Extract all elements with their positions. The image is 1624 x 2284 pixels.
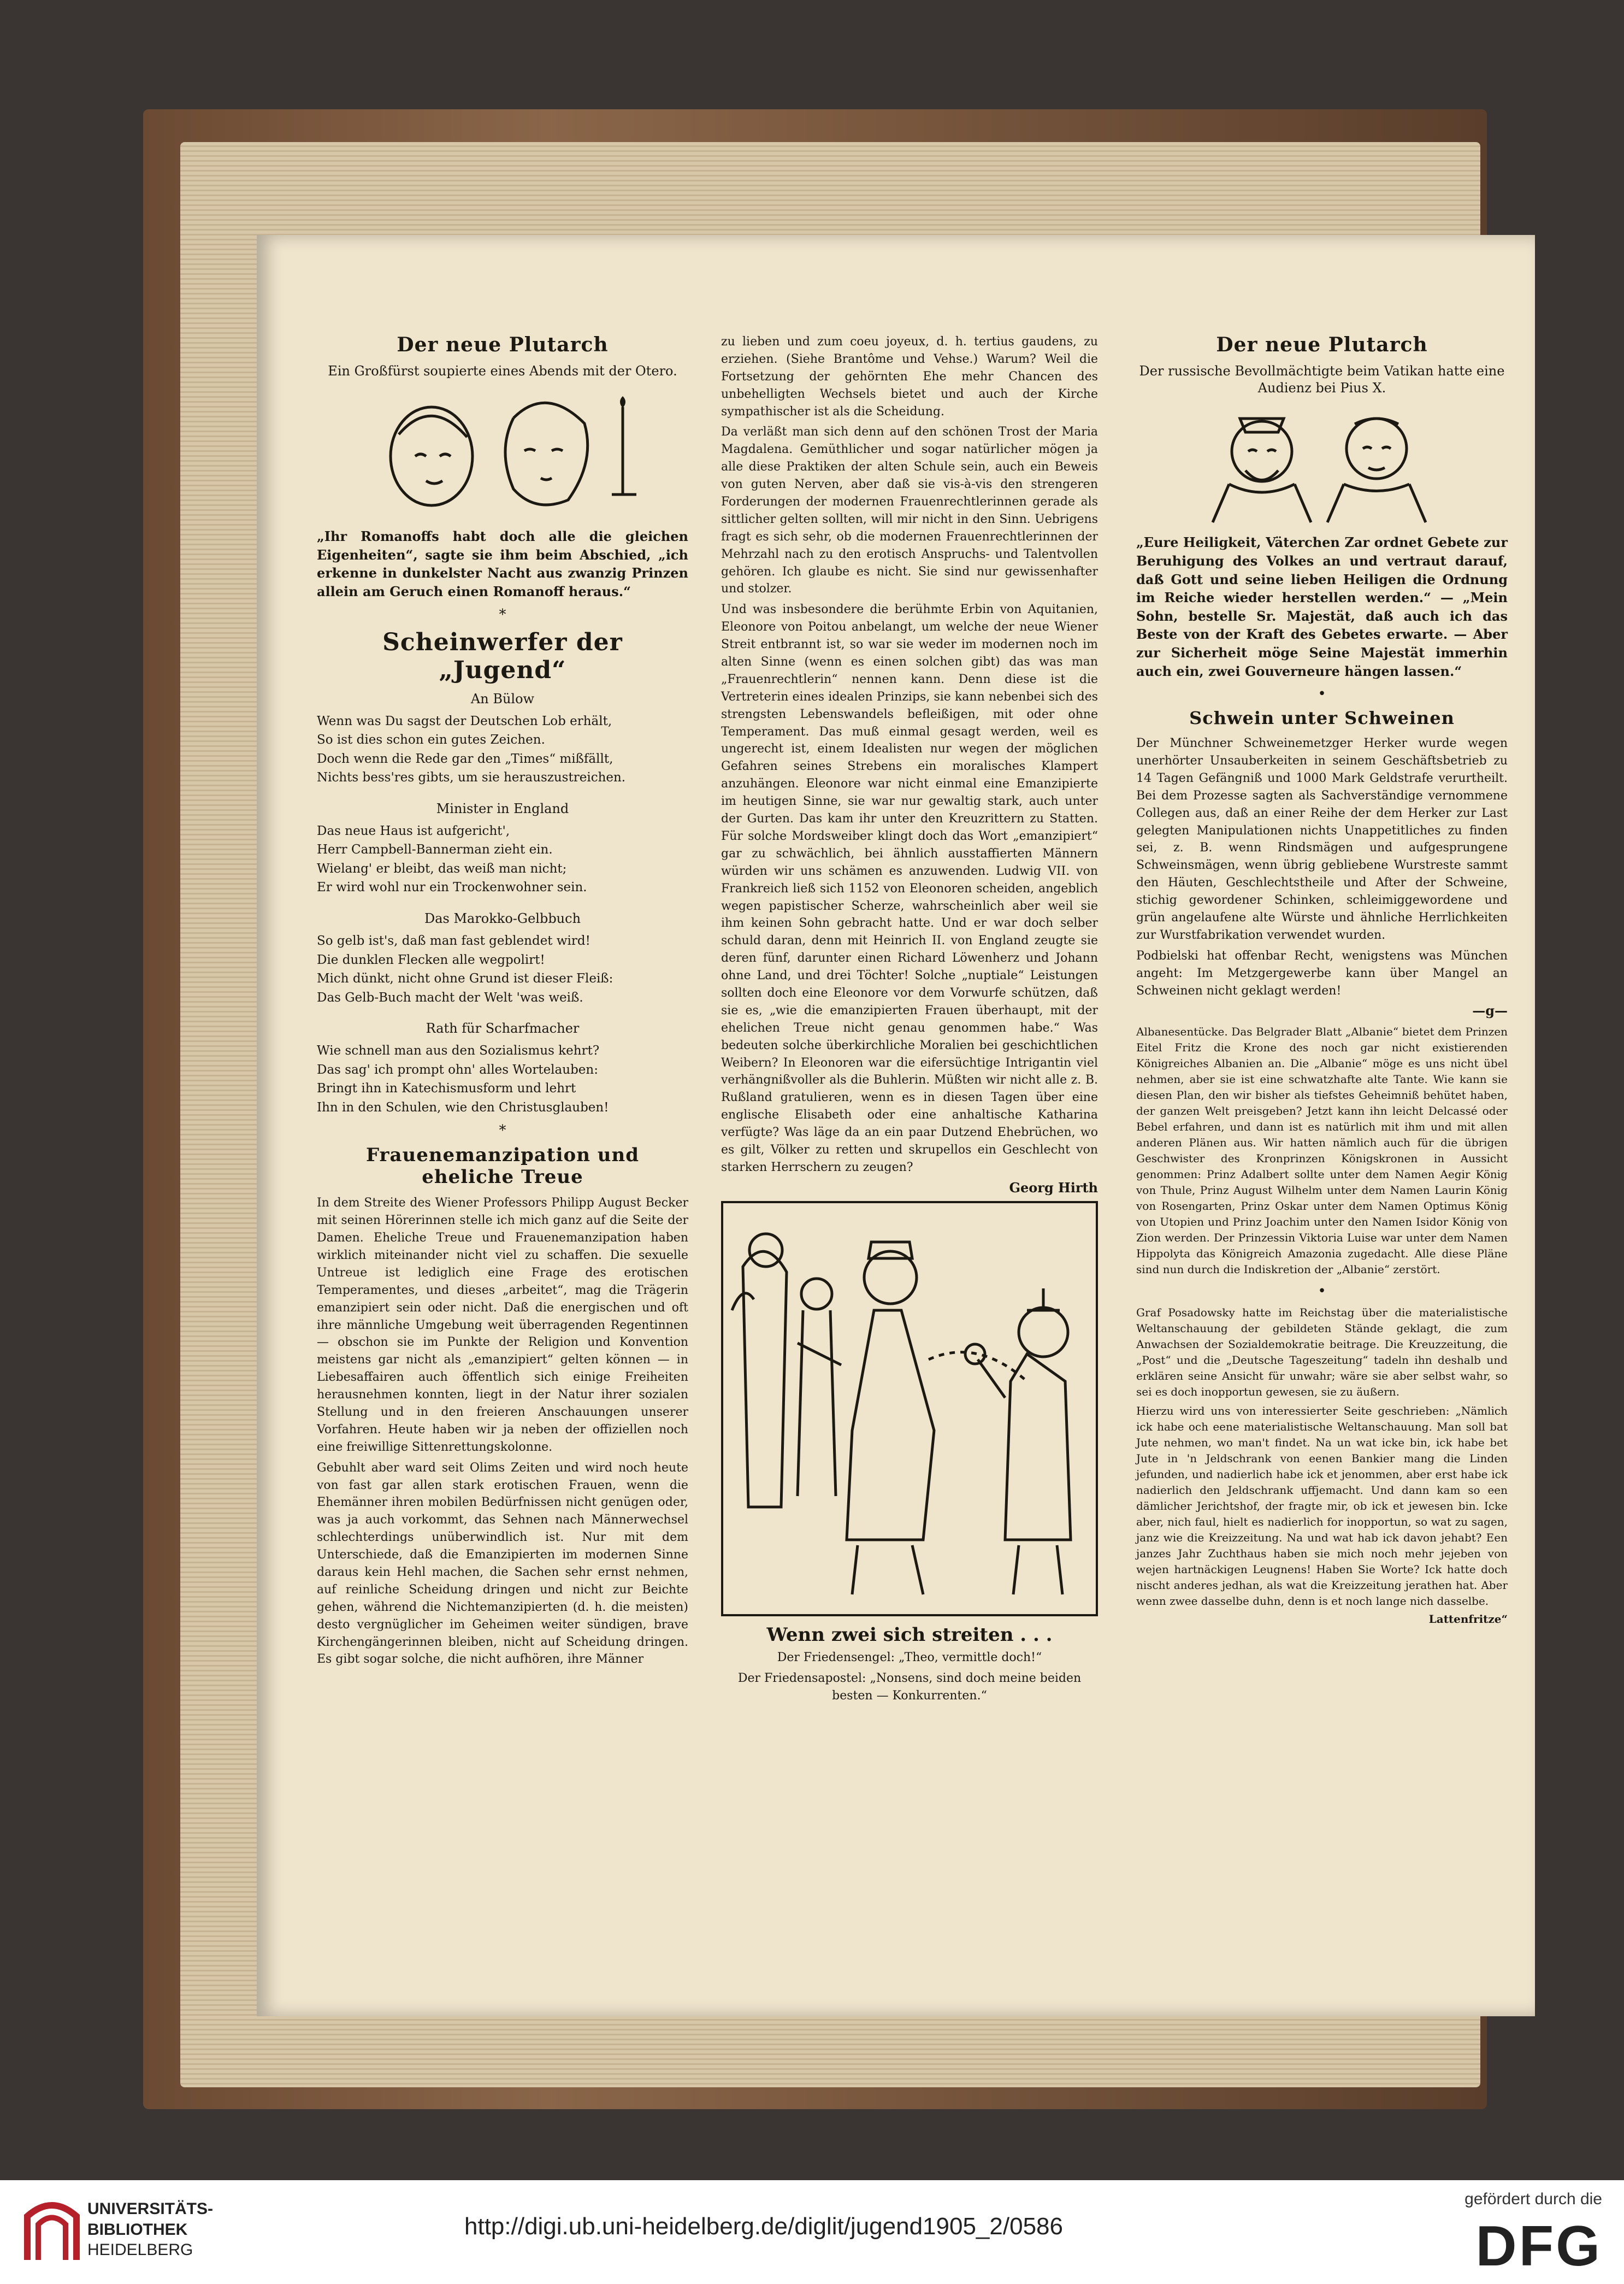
source-url[interactable]: http://digi.ub.uni-heidelberg.de/diglit/jugend1905_2/0586 [464, 2213, 1063, 2240]
wenn-zwei-sich-streiten-cartoon [721, 1201, 1098, 1616]
signature-georg-hirth: Georg Hirth [1009, 1179, 1098, 1196]
university-library-logo-icon [22, 2194, 82, 2265]
verse-line: Nichts bess'res gibts, um sie herauszustreichen. [317, 770, 626, 785]
library-name [87, 2199, 213, 2261]
funded-by-label: gefördert durch die [1464, 2190, 1602, 2208]
plutarch-quote-left: „Ihr Romanoffs habt doch alle die gleichen Eigenheiten“, sagte sie ihm beim Abschied, „ich erkenne in dunkelster Nacht aus zwanzig Prinzen allein am Geruch einen Romanoff heraus.“ [317, 528, 688, 599]
plutarch-intro-left: Ein Großfürst soupierte eines Abends mit der Otero. [328, 363, 677, 379]
dfg-logo: DFG [1475, 2215, 1602, 2278]
verse-line: Wie schnell man aus den Sozialismus kehrt? [317, 1044, 600, 1058]
article-paragraph: Da verläßt man sich denn auf den schönen Trost der Maria Magdalena. Gemüthlicher und sogar natürlicher mögen ja alle diese Praktiken der alten Schule sein, auch ein Beweis von guten Nerven, aber daß sie vis-à-vis den strengeren Forderungen der modernen Frauenrechtlerinnen gerade als sittlicher gelten sollten, will mir nicht in den Sinn. Uebrigens fragt es sich sehr, ob die modernen Frauenrechtlerinnen der Mehrzahl nach zu den erotisch Anspruchs- und Talentvollen gehören. Ich glaube es nicht. Sie sind nur gewissenhafter und stolzer. [721, 425, 1098, 596]
rath-heading: Rath für Scharfmacher [426, 1021, 580, 1037]
posadowsky-paragraph: Hierzu wird uns von interessierter Seite geschrieben: „Nämlich ick habe och eene materialistische Weltanschauung. Man soll bat Jute nehmen, wo man't findet. Na un wat icke bin, ick habe bet Jute in 'n Jeldschrank von eenen Bankier mang die Linden jefunden, und nadierlich habe ick et jenommen, aber erst habe ick nadierlich den Jeldschrank uffjemacht. Und dann kam so een dämlicher Jerichtshof, der fragte mir, ob ick et jewesen bin. Icke aber, nich faul, hielt es nadierlich for inopportun, so wat zu sagen, janz wie die Kreizzeitung. Na und wat hab ick davon jehabt? Een janzes Jahr Zuchthaus haben sie mich noch mehr jejeben von wejen hartnäckigen Leugnens! Haben Sie Worte? Ick hatte doch nischt anderes jedhan, als wat die Kreizzeitung jerathen hat. Aber wenn zwee dasselbe duhn, denn is et noch lange nich dasselbe. [1136, 1404, 1508, 1608]
verse-line: Herr Campbell-Bannerman zieht ein. [317, 843, 553, 857]
plutarch-title-right: Der neue Plutarch [1216, 333, 1428, 356]
lattenfritze-signature: Lattenfritze“ [1428, 1612, 1508, 1626]
schwein-paragraph: Der Münchner Schweinemetzger Herker wurde wegen unerhörter Unsauberkeiten in seinem Geschäftsbetrieb zu 14 Tagen Gefängniß und 1000 Mark Geldstrafe verurtheilt. Bei dem Prozesse sagten als Sachverständige vernommene Collegen aus, daß an einer Reihe der dem Herker zur Last gelegten Manipulationen nichts Unappetitliches zu finden sei, z. B. wenn Rindsmägen und aufgesprungene Schweinsmägen, wenn übrig gebliebene Wurstreste sammt den Häuten, Geschlechtstheile und After der Schweine, stichig gewordener Schinken, schleimiggewordene und grün angelaufene alte Würste und ähnliche Herrlichkeiten zur Wurstfabrikation verwendet wurden. [1136, 737, 1508, 942]
magazine-page [257, 235, 1535, 2016]
library-name-line: HEIDELBERG [87, 2241, 193, 2259]
plutarch-title-left: Der neue Plutarch [397, 333, 609, 356]
verse-line: Wielang' er bleibt, das weiß man nicht; [317, 861, 567, 876]
verse-line: Bringt ihn in Katechismusform und lehrt [317, 1081, 576, 1096]
verse-line: Die dunklen Flecken alle wegpolirt! [317, 952, 545, 967]
article-paragraph: zu lieben und zum coeu joyeux, d. h. tertius gaudens, zu erziehen. (Siehe Brantôme und Vehse.) Warum? Weil die Fortsetzung der gehörnten Ehe mehr Chancen des unbehelligten Wechsels bietet und auch der Kirche sympathischer ist als die Scheidung. [721, 335, 1098, 419]
cartoon-caption-1: Der Friedensengel: „Theo, vermittle doch!“ [777, 1650, 1042, 1664]
verse-line: Er wird wohl nur ein Trockenwohner sein. [317, 880, 587, 895]
schwein-paragraph: Podbielski hat offenbar Recht, wenigstens was München angeht: Im Metzgergewerbe kann über Mangel an Schweinen nicht geklagt werden! [1136, 949, 1508, 998]
cartoon-title: Wenn zwei sich streiten . . . [766, 1623, 1053, 1646]
posadowsky-paragraph: Graf Posadowsky hatte im Reichstag über die materialistische Weltanschauung der gebildeten Stände geklagt, die zum Anwachsen der Sozialdemokratie beitrage. Die Kreuzzeitung, die „Post“ und die „Deutsche Tageszeitung“ tadeln ihn deshalb und erklären seine Ansicht für unwahr; wäre sie aber selbst wahr, so sei es doch inopportun gewesen, sie zu äußern. [1136, 1306, 1508, 1399]
column-left [317, 333, 688, 1671]
an-buelow-heading: An Bülow [470, 691, 535, 707]
separator-star: * [499, 606, 506, 623]
schwein-title: Schwein unter Schweinen [1189, 708, 1455, 729]
verse-line: So ist dies schon ein gutes Zeichen. [317, 733, 545, 747]
verse-line: Mich dünkt, nicht ohne Grund ist dieser Fleiß: [317, 972, 613, 986]
pius-audience-illustration [1180, 402, 1464, 528]
verse-line: Wenn was Du sagst der Deutschen Lob erhält, [317, 714, 612, 728]
cartoon-caption-2: Der Friedensapostel: „Nonsens, sind doch meine beiden besten — Konkurrenten.“ [737, 1671, 1082, 1703]
library-name-line: BIBLIOTHEK [87, 2220, 188, 2239]
verse-line: Doch wenn die Rede gar den „Times“ mißfällt, [317, 751, 613, 766]
verse-line: Das sag' ich prompt ohn' alles Wortelauben: [317, 1062, 598, 1077]
library-name-line: UNIVERSITÄTS- [87, 2200, 214, 2218]
verse-line: Ihn in den Schulen, wie den Christusglauben! [317, 1100, 609, 1115]
romanoff-otero-illustration [339, 385, 666, 522]
scheinwerfer-title: Scheinwerfer der „Jugend“ [382, 628, 623, 684]
separator-dot: • [1318, 686, 1326, 703]
verse-line: So gelb ist's, daß man fast geblendet wird! [317, 934, 590, 949]
column-right [1136, 333, 1508, 1631]
column-middle [721, 333, 1098, 1708]
plutarch-intro-right: Der russische Bevollmächtigte beim Vatikan hatte eine Audienz bei Pius X. [1139, 363, 1505, 396]
frauen-paragraph: In dem Streite des Wiener Professors Philipp August Becker mit seinen Hörerinnen stelle ich mich ganz auf die Seite der Damen. Eheliche Treue und Frauenemanzipation haben wirklich miteinander nicht viel zu schaffen. Die sexuelle Untreue ist lediglich eine Frage des erotischen Temperamentes, und dieses „arbeitet“, mag die Trägerin emanzipiert sein oder nicht. Daß die energischen und oft ihre männliche Umgebung weit überragenden Regentinnen — obschon sie im Punkte der Religion und Konvention meistens gar nicht als „emanzipiert“ gelten können — in Liebesaffairen auch öffentlich sich einige Freiheiten herausnehmen konnten, liegt in der Natur ihrer sozialen Stellung und in den freieren Anschauungen unserer Vorfahren. Heute haben wir ja neben der offiziellen noch eine freiwillige Sittenrettungskolonne. [317, 1196, 688, 1454]
separator-dot: • [1318, 1283, 1326, 1300]
plutarch-quote-right: „Eure Heiligkeit, Väterchen Zar ordnet Gebete zur Beruhigung des Volkes an und vertraut darauf, daß Gott und seine lieben Heiligen die Ordnung im Reiche wieder herstellen werden.“ — „Mein Sohn, bestelle Sr. Majestät, daß auch ich das Beste von der Kraft des Gebetes erwarte. — Aber zur Sicherheit möge Seine Majestät immerhin auch ein, zwei Gouverneure hängen lassen.“ [1136, 534, 1508, 679]
digitization-footer [0, 2180, 1624, 2284]
frauenemanzipation-title: Frauenemanzipation und eheliche Treue [365, 1144, 639, 1188]
verse-line: Das neue Haus ist aufgericht', [317, 823, 510, 838]
minister-heading: Minister in England [436, 800, 569, 816]
albanien-paragraph: Albanesentücke. Das Belgrader Blatt „Albanie“ bietet dem Prinzen Eitel Fritz die Krone des noch gar nicht existierenden Königreiches Albanien an. Die „Albanie“ möge es uns nicht übel nehmen, aber sie ist eine schwatzhafte alte Tante. Wie kann sie diesen Plan, den wir bisher als tiefstes Geheimniß behütet haben, der ganzen Welt preisgeben? Jetzt kann ihn leicht Delcassé oder Bebel erfahren, und dann ist es natürlich mit ihm und mit allen anderen Plänen aus. Wir hatten nämlich auch für die übrigen Geschwister des Kronprinzen Königskronen in Aussicht genommen: Prinz Adalbert sollte unter dem Namen Aegir König von Thule, Prinz August Wilhelm unter dem Namen Laurin König von Rosengarten, Prinz Oskar unter dem Namen Optimus König von Utopien und Prinz Joachim unter den Namen Isidor König von Zion werden. Der Prinzessin Viktoria Luise war unter dem Namen Hippolyta das Königreich Amazonia zugedacht. Alle diese Pläne sind nun durch die Indiskretion der „Albanie“ zerstört. [1136, 1025, 1508, 1276]
article-paragraph: Und was insbesondere die berühmte Erbin von Aquitanien, Eleonore von Poitou anbelangt, um welche der neue Wiener Streit entbrannt ist, so war sie weder im modernen noch im alten Sinne (wenn es einen solchen gibt) das was man „Frauenrechtlerin“ nennen kann. Denn diese ist die Vertreterin eines idealen Prinzips, sie kann nebenbei sich des strengsten Lebenswandels befleißigen, mit oder ohne Temperament. Das muß einmal gesagt werden, weil es ungerecht ist, einem Idealisten nur wegen der möglichen Gefahren seines Strebens ein moralisches Klampert anzuhängen. Eleonore war nicht einmal eine Emanzipierte im heutigen Sinne, sie war nur gewaltig stark, auch unter der Gurten. Das kam ihr unter den Kreuzrittern zu Statten. Für solche Mordsweiber klingt doch das Wort „emanzipiert“ gar zu schwächlich, bei ähnlich ausstaffierten Männern würden wir uns schämen es anzuwenden. Ludwig VII. von Frankreich ließ sich 1152 von Eleonoren scheiden, angeblich wegen papistischer Scherze, wahrscheinlich aber weil sie ihm keinen Sohn gebracht hatte. Und er war doch selber schuld daran, denn mit Heinrich II. von England zeugte sie deren fünf, darunter einen Richard Löwenherz und Johann ohne Land, und drei Töchter! Solche „nuptiale“ Leistungen sollten doch eine Eleonore vor dem Vorwurfe schützen, daß sie es, „wie die emanzipierten Frauen überhaupt, mit der ehelichen Treue nicht genau genommen habe.“ Was bedeuten solche überkirchliche Moralien bei geschichtlichen Weibern? In Eleonoren war die eifersüchtige Intrigantin viel verhängnißvoller als die Buhlerin. Müßten wir nicht alle z. B. Rußland gratulieren, wenn es in diesen Tagen über eine englische Elisabeth oder eine anhaltische Katharina verfügte? Was läge da an ein paar Dutzend Ehebrüchen, wo es gilt, Völker zu retten und skrupellos ein Geschlecht von starken Herrschern zu zeugen? [721, 603, 1098, 1174]
marokko-heading: Das Marokko-Gelbbuch [424, 910, 581, 926]
frauen-paragraph: Gebuhlt aber ward seit Olims Zeiten und wird noch heute von fast gar allen stark erotischen Frauen, wenn die Ehemänner ihren mobilen Bedürfnissen nicht genügen oder, was ja auch vorkommt, das Sehnen nach Männerwechsel schlechterdings unüberwindlich ist. Nur mit dem Unterschiede, daß die Emanzipierten im modernen Sinne daraus kein Hehl machen, die Sachen sehr ernst nehmen, auf reinliche Scheidung dringen und nicht zur Beichte gehen, während die Nichtemanzipierten (d. h. die meisten) desto vergnüglicher im Geheimen weiter sündigen, brave Kirchengängerinnen bleiben, nicht auf Scheidung dringen. Es gibt sogar solche, die nicht aufhören, ihre Männer [317, 1461, 688, 1667]
separator-star: * [499, 1122, 506, 1139]
schwein-signature: —g— [1472, 1003, 1508, 1019]
verse-line: Das Gelb-Buch macht der Welt 'was weiß. [317, 990, 583, 1005]
